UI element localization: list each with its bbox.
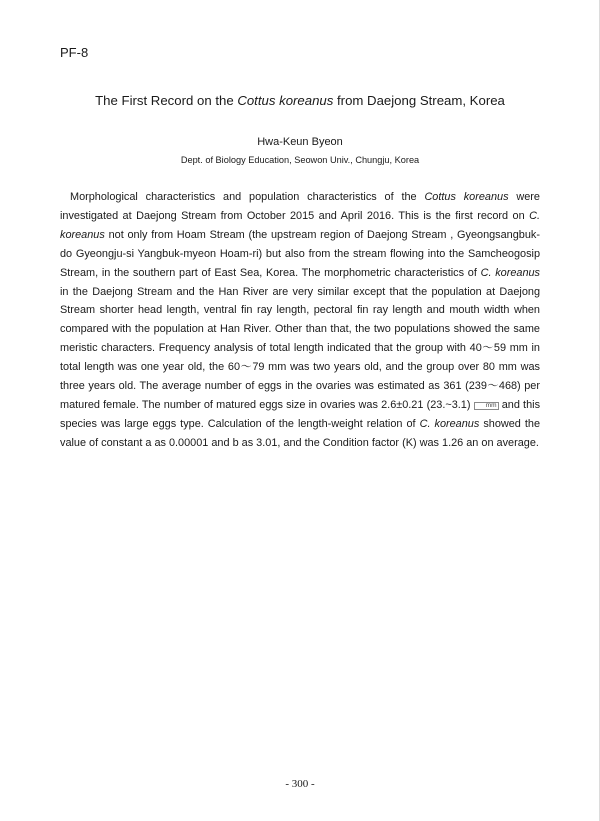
author-name: Hwa-Keun Byeon [257, 136, 343, 148]
unit-mm-glyph: mm [474, 402, 499, 410]
title-suffix: from Daejong Stream, Korea [333, 93, 505, 108]
title-prefix: The First Record on the [95, 93, 238, 108]
species-name: C. koreanus [60, 209, 540, 241]
title-species: Cottus koreanus [237, 93, 334, 108]
species-name: Cottus koreanus [424, 191, 509, 203]
abstract-text-4: in the Daejong Stream and the Han River are very similar except that the population at Daejong Stream shorter head length, ventral fin ray length, pectoral fin ray length and mouth width when compared with the population at Han River. Other than that, the two populations showed the same meristic characters. Frequency analysis of total length indicated that the group with 40～59 mm in total length was one year old, the 60～79 mm was two years old, and the group over 80 mm was three years old. The average number of eggs in the ovaries was estimated as 361 (239～468) per matured female. The number of matured eggs size in ovaries was 2.6±0.21 (23.~3.1) [60, 285, 540, 411]
abstract-text-3: not only from Hoam Stream (the upstream region of Daejong Stream , Gyeongsangbuk-do Gyeongju-si Yangbuk-myeon Hoam-ri) but also from the stream flowing into the Samcheogosip Stream, in the southern part of East Sea, Korea. The morphometric characteristics of [60, 228, 540, 279]
species-name: C. koreanus [480, 266, 541, 279]
species-name: C. koreanus [419, 417, 480, 430]
paper-title [0, 93, 600, 109]
page-number: - 300 - [285, 778, 315, 790]
abstract-body [60, 188, 540, 453]
abstract-text-5: and this species was large eggs type. Calculation of the length-weight relation of [60, 398, 541, 430]
author-affiliation: Dept. of Biology Education, Seowon Univ., Chungju, Korea [180, 155, 420, 165]
abstract-text-2: were investigated at Daejong Stream from October 2015 and April 2016. This is the first record on [60, 191, 540, 222]
abstract-text-1: Morphological characteristics and population characteristics of the [70, 191, 425, 203]
abstract-text-6: showed the value of constant a as 0.00001 and b as 3.01, and the Condition factor (K) was 1.26 an on average. [60, 417, 541, 449]
session-code: PF-8 [60, 45, 89, 60]
